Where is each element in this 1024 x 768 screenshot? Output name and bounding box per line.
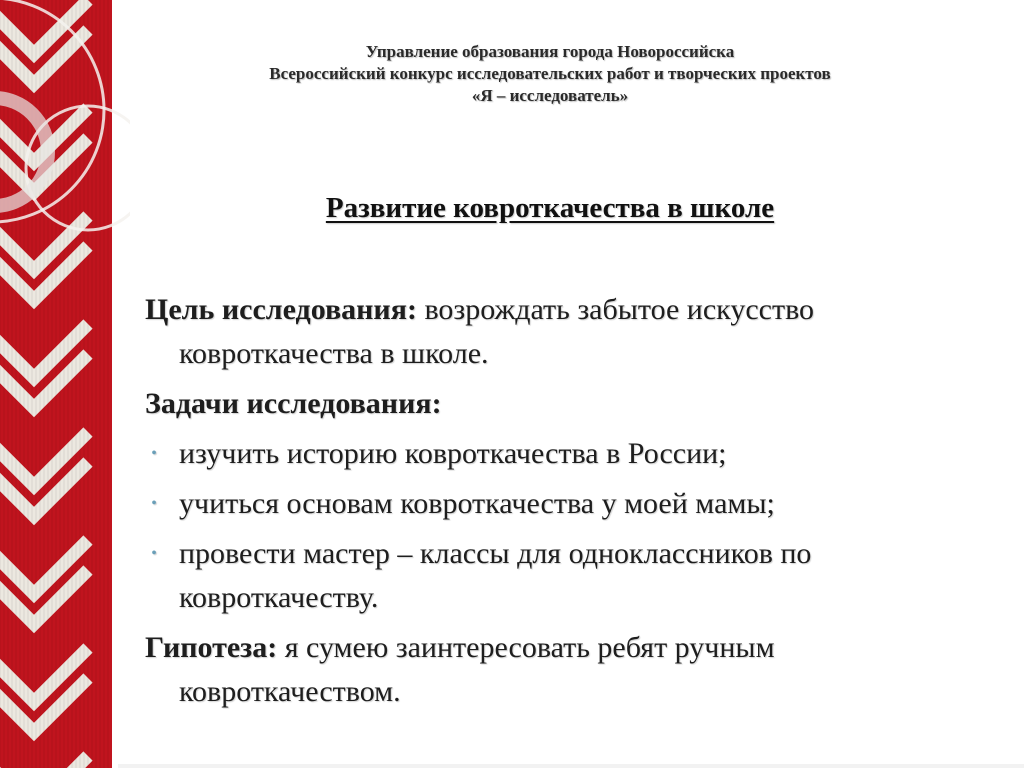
goal-paragraph [145,288,965,376]
bullet-icon: • [151,445,157,462]
tasks-heading: Задачи исследования: [145,387,442,420]
header-line-organization: Управление образования города Новороссийска [365,42,735,61]
slide-content [145,288,965,720]
bullet-icon: • [151,495,157,512]
goal-text: возрождать забытое искусство ковроткачества в школе. [179,293,815,370]
slide-title: Развитие ковроткачества в школе [325,192,775,224]
header-line-contest: Всероссийский конкурс исследовательских работ и творческих проектов [269,64,831,83]
task-text: учиться основам ковроткачества у моей мамы; [179,487,775,520]
decorative-rings [0,0,130,260]
goal-label: Цель исследования: [145,293,417,326]
hypothesis-text: я сумею заинтересовать ребят ручным ковроткачеством. [179,631,775,708]
task-item [145,482,965,526]
header-line-contest-name: «Я – исследователь» [471,86,629,105]
slide-bottom-rule [118,764,1024,768]
task-item [145,532,965,620]
header-block [150,41,950,107]
hypothesis-label: Гипотеза: [145,631,278,664]
task-text: изучить историю ковроткачества в России; [179,437,727,470]
task-item [145,432,965,476]
hypothesis-paragraph [145,626,965,714]
task-text: провести мастер – классы для одноклассников по ковроткачеству. [179,537,812,614]
bullet-icon: • [151,545,157,562]
